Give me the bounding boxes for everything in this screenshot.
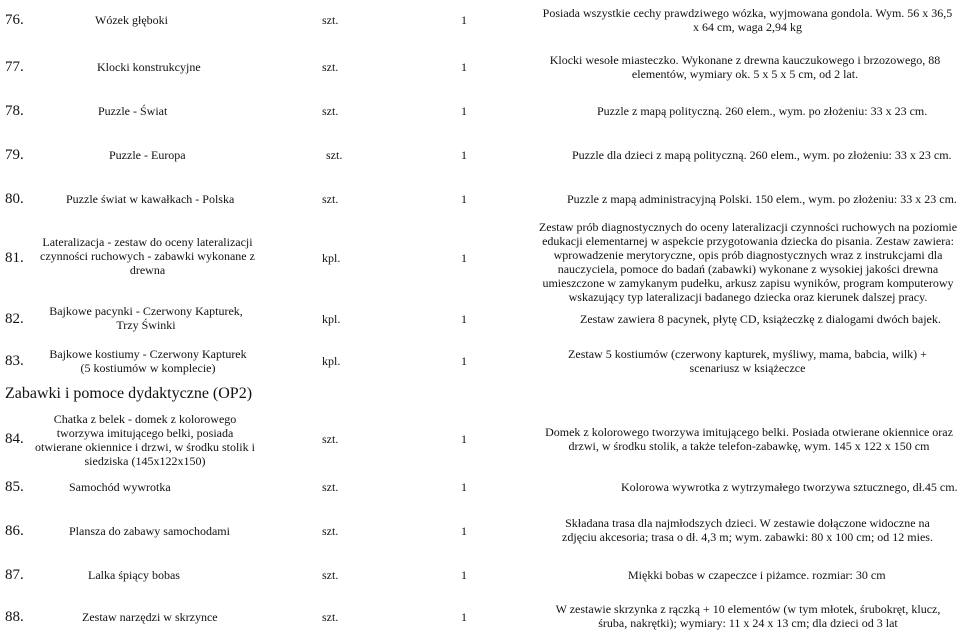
item-qty: 1	[461, 60, 467, 74]
item-unit: szt.	[322, 610, 339, 624]
item-name: Puzzle - Świat	[98, 104, 168, 118]
item-unit: szt.	[322, 432, 339, 446]
item-unit: szt.	[322, 524, 339, 538]
item-description: Kolorowa wywrotka z wytrzymałego tworzywa sztucznego, dł.45 cm.	[621, 480, 958, 494]
item-name: Zestaw narzędzi w skrzynce	[82, 610, 218, 624]
item-name: Samochód wywrotka	[69, 480, 171, 494]
row-number: 86.	[5, 523, 24, 539]
item-unit: szt.	[322, 60, 339, 74]
table-row	[0, 478, 960, 500]
item-name: Chatka z belek - domek z kolorowego tworzywa imitującego belki, posiada otwierane okiennice i drzwi, w środku stolik i siedziska (145x122x150)	[35, 412, 255, 468]
row-number: 85.	[5, 479, 24, 495]
item-name: Bajkowe kostiumy - Czerwony Kapturek (5 kostiumów w komplecie)	[49, 347, 247, 375]
row-number: 76.	[5, 12, 24, 28]
item-description: Składana trasa dla najmłodszych dzieci. W zestawie dołączone widoczne na zdjęciu akcesoria; trasa o dł. 4,3 m; wym. zabawki: 80 x 100 cm; od 12 mies.	[562, 516, 933, 544]
item-unit: kpl.	[322, 251, 341, 265]
row-number: 78.	[5, 103, 24, 119]
item-description: Puzzle z mapą polityczną. 260 elem., wym. po złożeniu: 33 x 23 cm.	[597, 104, 928, 118]
item-qty: 1	[461, 148, 467, 162]
item-name: Puzzle świat w kawałkach - Polska	[66, 192, 235, 206]
item-description: Miękki bobas w czapeczce i piżamce. rozmiar: 30 cm	[628, 568, 886, 582]
item-unit: szt.	[322, 480, 339, 494]
row-number: 79.	[5, 147, 24, 163]
table-row	[0, 302, 960, 336]
row-number: 77.	[5, 59, 24, 75]
item-unit: kpl.	[322, 312, 341, 326]
table-row	[0, 514, 960, 548]
item-unit: szt.	[322, 192, 339, 206]
item-qty: 1	[461, 251, 467, 265]
item-unit: szt.	[322, 13, 339, 27]
row-number: 87.	[5, 567, 24, 583]
table-row	[0, 602, 960, 636]
item-qty: 1	[461, 568, 467, 582]
item-name: Bajkowe pacynki - Czerwony Kapturek, Trzy Świnki	[49, 304, 243, 332]
item-qty: 1	[461, 354, 467, 368]
item-unit: szt.	[322, 568, 339, 582]
item-qty: 1	[461, 480, 467, 494]
table-row	[0, 344, 960, 380]
item-qty: 1	[461, 524, 467, 538]
item-qty: 1	[461, 192, 467, 206]
table-row	[0, 100, 960, 124]
table-row	[0, 146, 960, 170]
item-description: Puzzle dla dzieci z mapą polityczną. 260 elem., wym. po złożeniu: 33 x 23 cm.	[572, 148, 952, 162]
item-name: Puzzle - Europa	[109, 148, 186, 162]
item-name: Plansza do zabawy samochodami	[69, 524, 230, 538]
item-qty: 1	[461, 13, 467, 27]
row-number: 88.	[5, 609, 24, 625]
item-unit: szt.	[322, 104, 339, 118]
item-description: Puzzle z mapą administracyjną Polski. 150 elem., wym. po złożeniu: 33 x 23 cm.	[567, 192, 957, 206]
item-name: Klocki konstrukcyjne	[97, 60, 201, 74]
item-description: Zestaw zawiera 8 pacynek, płytę CD, książeczkę z dialogami dwóch bajek.	[580, 312, 941, 326]
row-number: 81.	[5, 250, 24, 266]
table-row	[0, 566, 960, 588]
item-description: Klocki wesołe miasteczko. Wykonane z drewna kauczukowego i brzozowego, 88 elementów, wymiary ok. 5 x 5 x 5 cm, od 2 lat.	[549, 53, 941, 81]
item-description: Posiada wszystkie cechy prawdziwego wózka, wyjmowana gondola. Wym. 56 x 36,5 x 64 cm, waga 2,94 kg	[542, 6, 953, 34]
row-number: 84.	[5, 431, 24, 447]
item-name: Wózek głęboki	[95, 13, 168, 27]
item-description: Zestaw 5 kostiumów (czerwony kapturek, myśliwy, mama, babcia, wilk) + scenariusz w książeczce	[568, 347, 927, 375]
item-name: Lalka śpiący bobas	[88, 568, 180, 582]
item-qty: 1	[461, 610, 467, 624]
item-description: Zestaw prób diagnostycznych do oceny lateralizacji czynności ruchowych na poziomie edukacji elementarnej w aspekcie przygotowania dziecka do pisania. Zestaw zawiera: wprowadzenie merytoryczne, opis prób diagnostycznych wraz z instrukcjami dla nauczyciela, pomoce do badań (zabawki) wykonane z wysokiej jakości drewna umieszczone w zamykanym pudełku, arkusz zapisu wyników, program komputerowy wskazujący typ lateralizacji badanego dziecka oraz kierunek dalszej pracy.	[538, 220, 958, 304]
row-number: 82.	[5, 311, 24, 327]
item-unit: szt.	[326, 148, 343, 162]
item-qty: 1	[461, 432, 467, 446]
section-title: Zabawki i pomoce dydaktyczne (OP2)	[5, 385, 253, 402]
item-qty: 1	[461, 312, 467, 326]
item-unit: kpl.	[322, 354, 341, 368]
item-description: W zestawie skrzynka z rączką + 10 elementów (w tym młotek, śrubokręt, klucz, śruba, nakrętki); wymiary: 11 x 24 x 13 cm; dla dzieci od 3 lat	[555, 602, 941, 630]
item-description: Domek z kolorowego tworzywa imitującego belki. Posiada otwierane okiennice oraz drzwi, w środku stolik, a także telefon-zabawkę, wym. 145 x 122 x 150 cm	[545, 425, 953, 453]
row-number: 83.	[5, 353, 24, 369]
table-row	[0, 190, 960, 214]
table-row	[0, 48, 960, 88]
table-row	[0, 220, 960, 304]
row-number: 80.	[5, 191, 24, 207]
item-qty: 1	[461, 104, 467, 118]
table-row	[0, 0, 960, 40]
table-row	[0, 410, 960, 468]
item-name: Lateralizacja - zestaw do oceny lateralizacji czynności ruchowych - zabawki wykonane z drewna	[40, 235, 255, 277]
